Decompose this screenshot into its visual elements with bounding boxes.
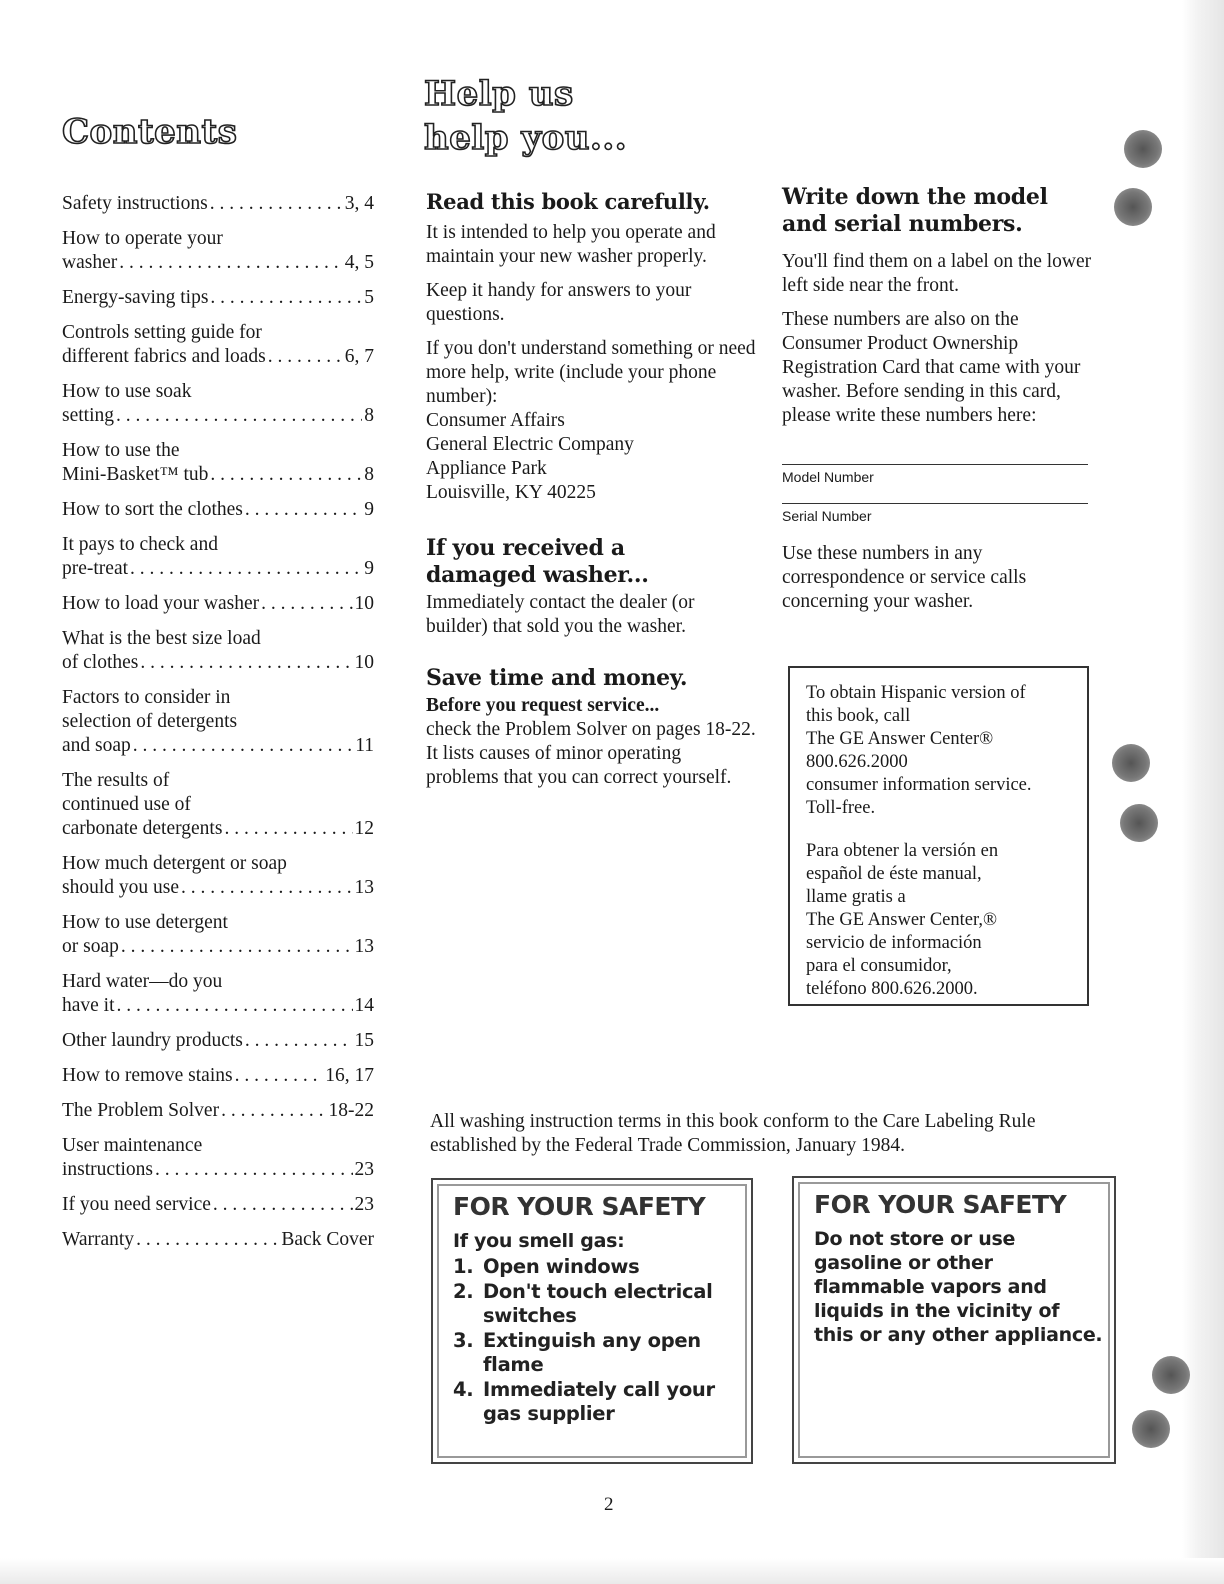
write-down-heading xyxy=(782,184,1092,238)
write-down-heading-line: and serial numbers. xyxy=(782,211,1023,237)
toc-page-number: 3, 4 xyxy=(344,193,374,214)
toc-entry xyxy=(62,1228,374,1252)
address-line: Appliance Park xyxy=(426,458,547,479)
toc-entry xyxy=(62,321,374,369)
toc-leader-dots xyxy=(210,286,362,310)
toc-entry-row xyxy=(62,817,374,841)
step-number: 4. xyxy=(453,1378,474,1401)
toc-entry xyxy=(62,852,374,900)
toc-page-number: 14 xyxy=(354,995,374,1016)
punch-hole-icon xyxy=(1132,1410,1170,1448)
toc-entry-row xyxy=(62,994,374,1018)
toc-entry xyxy=(62,686,374,758)
toc-entry-row xyxy=(62,251,374,275)
toc-entry xyxy=(62,1193,374,1217)
toc-entry-row xyxy=(62,192,374,216)
toc-leader-dots xyxy=(261,592,352,616)
step-number: 2. xyxy=(453,1280,474,1303)
toc-page-number: 13 xyxy=(354,936,374,957)
toc-page-number: 10 xyxy=(354,593,374,614)
toc-entry-label: carbonate detergents xyxy=(62,818,223,839)
scan-bottom-edge xyxy=(0,1558,1224,1584)
toc-entry-label: Warranty xyxy=(62,1229,135,1250)
read-book-heading: Read this book carefully. xyxy=(426,189,710,214)
toc-leader-dots xyxy=(245,1029,353,1053)
toc-page-number: 6, 7 xyxy=(344,346,374,367)
save-time-lead: Before you request service... xyxy=(426,695,660,716)
serial-number-label: Serial Number xyxy=(782,508,872,524)
safety-step xyxy=(453,1329,741,1377)
toc-entry xyxy=(62,498,374,522)
toc-entry-label: should you use xyxy=(62,877,179,898)
safety-box-storage xyxy=(792,1176,1116,1464)
toc-entry-label: instructions xyxy=(62,1159,153,1180)
punch-hole-icon xyxy=(1114,188,1152,226)
toc-entry-line: Controls setting guide for xyxy=(62,322,262,343)
toc-entry-label: Safety instructions xyxy=(62,193,208,214)
toc-page-number: 5 xyxy=(364,287,374,308)
toc-page-number: 9 xyxy=(364,558,374,579)
toc-entry-line: How to operate your xyxy=(62,228,223,249)
step-text: Extinguish any open flame xyxy=(483,1329,701,1376)
toc-entry-row xyxy=(62,557,374,581)
step-text: Don't touch electrical switches xyxy=(483,1280,713,1327)
hispanic-line: Toll-free. xyxy=(806,798,876,818)
toc-entry xyxy=(62,1134,374,1182)
read-book-text: Keep it handy for answers to your questions. xyxy=(426,280,692,325)
hispanic-line: consumer information service. xyxy=(806,775,1032,795)
hispanic-line: para el consumidor, xyxy=(806,956,952,976)
toc-entry xyxy=(62,627,374,675)
toc-entry xyxy=(62,1029,374,1053)
scan-edge xyxy=(1182,0,1224,1584)
toc-entry-line: User maintenance xyxy=(62,1135,203,1156)
address-line: Louisville, KY 40225 xyxy=(426,482,596,503)
toc-entry xyxy=(62,439,374,487)
toc-page-number: 23 xyxy=(354,1194,374,1215)
toc-entry-row xyxy=(62,463,374,487)
serial-number-line[interactable] xyxy=(782,503,1088,504)
hispanic-line: llame gratis a xyxy=(806,887,906,907)
toc-page-number: 8 xyxy=(364,405,374,426)
hispanic-version-box xyxy=(788,666,1089,1006)
address-line: Consumer Affairs xyxy=(426,410,565,431)
read-book-text: If you don't understand something or need more help, write (include your phone number): xyxy=(426,338,756,407)
damaged-text: Immediately contact the dealer (or builder) that sold you the washer. xyxy=(426,592,695,637)
punch-hole-icon xyxy=(1120,804,1158,842)
toc-entry-line: How much detergent or soap xyxy=(62,853,287,874)
toc-leader-dots xyxy=(116,404,362,428)
toc-entry-label: different fabrics and loads xyxy=(62,346,266,367)
toc-entry-line: How to use detergent xyxy=(62,912,228,933)
hispanic-line: español de éste manual, xyxy=(806,864,982,884)
write-down-text: You'll find them on a label on the lower left side near the front. xyxy=(782,251,1092,296)
model-number-label: Model Number xyxy=(782,469,874,485)
toc-leader-dots xyxy=(245,498,362,522)
toc-entry xyxy=(62,533,374,581)
toc-page-number: Back Cover xyxy=(281,1229,374,1250)
toc-page-number: 4, 5 xyxy=(344,252,374,273)
help-title-line: Help us xyxy=(424,74,574,114)
step-number: 1. xyxy=(453,1255,474,1278)
toc-entry-line: What is the best size load xyxy=(62,628,261,649)
safety-step xyxy=(453,1280,741,1328)
safety-title: FOR YOUR SAFETY xyxy=(814,1190,1067,1219)
toc-entry xyxy=(62,1099,374,1123)
damaged-heading-line: If you received a xyxy=(426,535,625,561)
hispanic-spanish-text xyxy=(806,840,1071,1001)
table-of-contents xyxy=(62,192,374,1263)
toc-entry-label: How to load your washer xyxy=(62,593,260,614)
damaged-heading xyxy=(426,535,756,589)
toc-entry-row xyxy=(62,651,374,675)
safety-step xyxy=(453,1378,741,1426)
toc-page-number: 23 xyxy=(354,1159,374,1180)
toc-leader-dots xyxy=(213,1193,353,1217)
toc-entry-label: and soap xyxy=(62,735,131,756)
write-down-text: These numbers are also on the Consumer Product Ownership Registration Card that came with your washer. Before sending in this card, please write these numbers here: xyxy=(782,309,1081,426)
consumer-affairs-address xyxy=(426,409,756,505)
toc-entry-line: How to use soak xyxy=(62,381,192,402)
contents-title: Contents xyxy=(62,112,238,152)
hispanic-line: Para obtener la versión en xyxy=(806,841,999,861)
toc-entry xyxy=(62,227,374,275)
save-time-text: check the Problem Solver on pages 18-22. It lists causes of minor operating problems that you can correct yourself. xyxy=(426,719,756,788)
toc-entry-label: Other laundry products xyxy=(62,1030,243,1051)
toc-leader-dots xyxy=(133,734,353,758)
step-text: Open windows xyxy=(483,1255,640,1278)
toc-entry-row xyxy=(62,404,374,428)
toc-entry-row xyxy=(62,345,374,369)
toc-entry-row xyxy=(62,1099,374,1123)
toc-entry-label: have it xyxy=(62,995,115,1016)
step-number: 3. xyxy=(453,1329,474,1352)
toc-entry xyxy=(62,192,374,216)
toc-entry-line: It pays to check and xyxy=(62,534,218,555)
hispanic-line: servicio de información xyxy=(806,933,982,953)
toc-entry-label: Energy-saving tips xyxy=(62,287,209,308)
toc-leader-dots xyxy=(155,1158,353,1182)
toc-leader-dots xyxy=(140,651,352,675)
middle-column xyxy=(426,188,756,790)
toc-leader-dots xyxy=(224,817,352,841)
toc-entry-line: Hard water—do you xyxy=(62,971,223,992)
toc-entry-row xyxy=(62,1193,374,1217)
damaged-heading-line: damaged washer... xyxy=(426,562,649,588)
toc-leader-dots xyxy=(117,994,353,1018)
toc-entry-row xyxy=(62,1064,374,1088)
toc-page-number: 15 xyxy=(354,1030,374,1051)
toc-entry-line: How to use the xyxy=(62,440,180,461)
toc-entry-label: How to remove stains xyxy=(62,1065,233,1086)
toc-entry-label: Mini-Basket™ tub xyxy=(62,464,209,485)
toc-entry-line: The results of xyxy=(62,770,170,791)
toc-entry-row xyxy=(62,734,374,758)
toc-page-number: 13 xyxy=(354,877,374,898)
safety-intro: If you smell gas: xyxy=(453,1230,625,1252)
toc-entry xyxy=(62,970,374,1018)
hispanic-line: this book, call xyxy=(806,706,911,726)
toc-entry-label: of clothes xyxy=(62,652,139,673)
toc-entry-line: continued use of xyxy=(62,794,191,815)
toc-page-number: 16, 17 xyxy=(325,1065,374,1086)
toc-entry xyxy=(62,286,374,310)
help-title xyxy=(424,72,627,160)
hispanic-line: To obtain Hispanic version of xyxy=(806,683,1026,703)
toc-page-number: 12 xyxy=(354,818,374,839)
write-down-heading-line: Write down the model xyxy=(782,184,1048,210)
toc-leader-dots xyxy=(210,463,362,487)
model-number-line[interactable] xyxy=(782,464,1088,465)
read-book-text: It is intended to help you operate and maintain your new washer properly. xyxy=(426,222,716,267)
toc-entry-label: washer xyxy=(62,252,118,273)
toc-entry-label: setting xyxy=(62,405,114,426)
toc-entry-row xyxy=(62,1228,374,1252)
address-line: General Electric Company xyxy=(426,434,634,455)
safety-steps xyxy=(453,1255,741,1426)
write-down-text: Use these numbers in any correspondence or service calls concerning your washer. xyxy=(782,543,1027,612)
toc-entry-label: How to sort the clothes xyxy=(62,499,243,520)
care-labeling-note: All washing instruction terms in this book conform to the Care Labeling Rule established by the Federal Trade Commission, January 1984. xyxy=(430,1111,1036,1156)
toc-entry xyxy=(62,1064,374,1088)
safety-storage-text: Do not store or use gasoline or other flammable vapors and liquids in the vicinity of this or any other appliance. xyxy=(814,1228,1103,1346)
toc-entry xyxy=(62,911,374,959)
hispanic-line: The GE Answer Center,® xyxy=(806,910,998,930)
toc-entry xyxy=(62,592,374,616)
toc-entry-row xyxy=(62,876,374,900)
toc-page-number: 9 xyxy=(364,499,374,520)
toc-entry-label: pre-treat xyxy=(62,558,129,579)
toc-entry-row xyxy=(62,286,374,310)
safety-step xyxy=(453,1255,741,1279)
toc-entry xyxy=(62,769,374,841)
toc-page-number: 11 xyxy=(355,735,374,756)
punch-hole-icon xyxy=(1112,744,1150,782)
hispanic-line: teléfono 800.626.2000. xyxy=(806,979,978,999)
toc-entry-label: If you need service xyxy=(62,1194,211,1215)
punch-hole-icon xyxy=(1152,1356,1190,1394)
toc-leader-dots xyxy=(121,935,353,959)
toc-entry-row xyxy=(62,592,374,616)
toc-entry-line: Factors to consider in xyxy=(62,687,231,708)
save-time-heading: Save time and money. xyxy=(426,665,688,691)
toc-entry-row xyxy=(62,498,374,522)
toc-leader-dots xyxy=(136,1228,279,1252)
hispanic-line: 800.626.2000 xyxy=(806,752,908,772)
toc-entry-row xyxy=(62,1029,374,1053)
toc-leader-dots xyxy=(268,345,343,369)
toc-page-number: 18-22 xyxy=(328,1100,374,1121)
toc-entry-row xyxy=(62,935,374,959)
toc-entry-row xyxy=(62,1158,374,1182)
page-number: 2 xyxy=(604,1494,614,1515)
toc-entry-label: or soap xyxy=(62,936,119,957)
toc-leader-dots xyxy=(235,1064,324,1088)
safety-box-gas xyxy=(431,1178,753,1464)
toc-entry-line: selection of detergents xyxy=(62,711,238,732)
help-title-line: help you... xyxy=(424,118,628,158)
safety-title: FOR YOUR SAFETY xyxy=(453,1192,706,1221)
toc-leader-dots xyxy=(130,557,362,581)
toc-page-number: 8 xyxy=(364,464,374,485)
toc-leader-dots xyxy=(119,251,343,275)
hispanic-english-text xyxy=(806,682,1071,820)
punch-hole-icon xyxy=(1124,130,1162,168)
toc-leader-dots xyxy=(221,1099,326,1123)
hispanic-line: The GE Answer Center® xyxy=(806,729,994,749)
toc-entry xyxy=(62,380,374,428)
toc-entry-label: The Problem Solver xyxy=(62,1100,220,1121)
toc-page-number: 10 xyxy=(354,652,374,673)
toc-leader-dots xyxy=(181,876,353,900)
toc-leader-dots xyxy=(210,192,343,216)
step-text: Immediately call your gas supplier xyxy=(483,1378,715,1425)
right-column xyxy=(782,184,1092,614)
